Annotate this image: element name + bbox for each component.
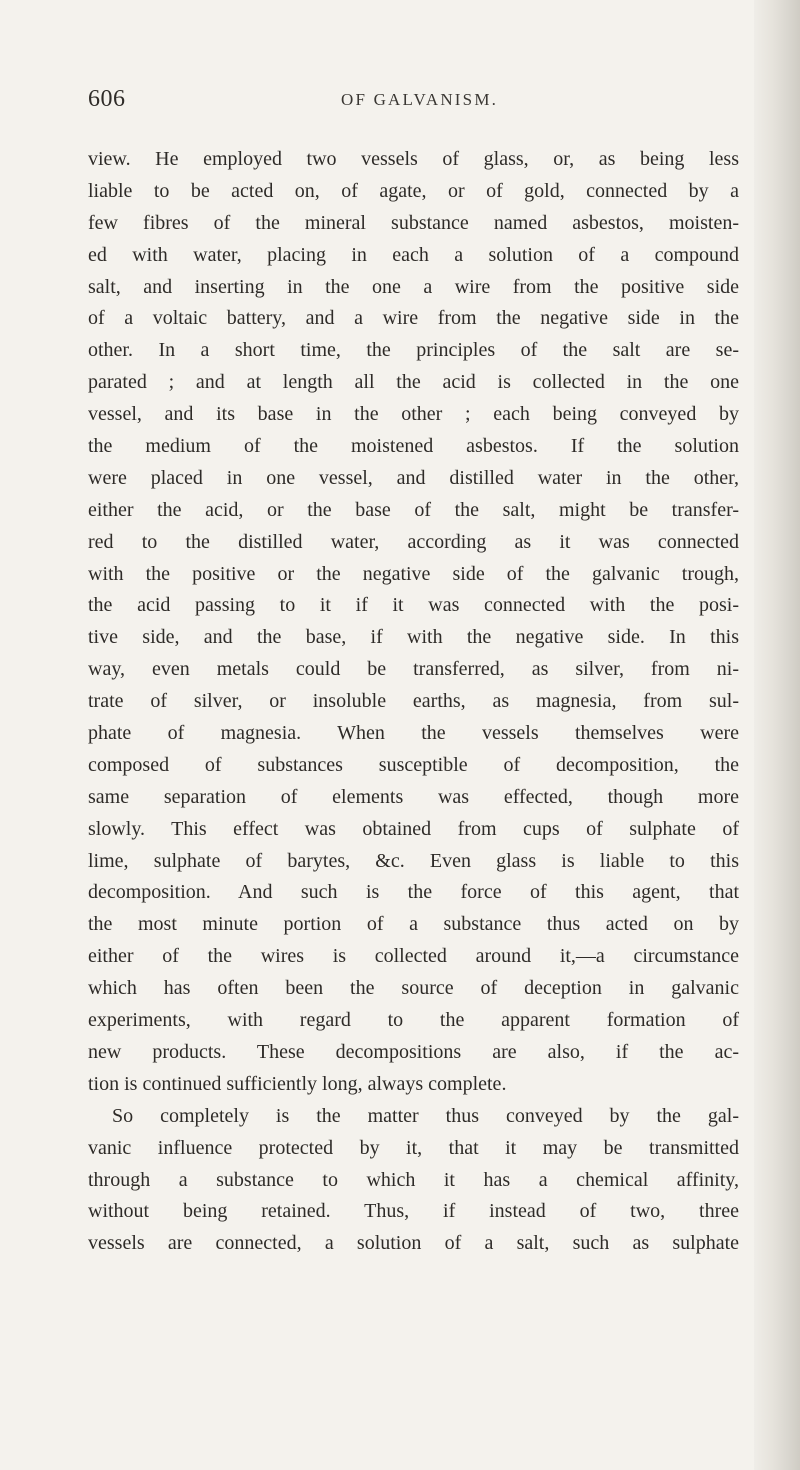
text-line: with the positive or the negative side of the galvanic trough,	[88, 562, 739, 585]
text-line: decomposition. And such is the force of this agent, that	[88, 881, 739, 904]
text-line: other. In a short time, the principles of the salt are se-	[88, 339, 739, 362]
page-edge-shadow	[754, 0, 800, 1470]
text-line: vessels are connected, a solution of a salt, such as sulphate	[88, 1232, 739, 1255]
text-line: of a voltaic battery, and a wire from the negative side in the	[88, 307, 739, 330]
text-line: trate of silver, or insoluble earths, as magnesia, from sul-	[88, 690, 739, 713]
text-line: phate of magnesia. When the vessels themselves were	[88, 722, 739, 745]
running-title: OF GALVANISM.	[341, 90, 499, 109]
text-line: view. He employed two vessels of glass, or, as being less	[88, 148, 739, 170]
page-number: 606	[88, 86, 126, 112]
text-line: liable to be acted on, of agate, or of gold, connected by a	[88, 179, 739, 202]
text-line: So completely is the matter thus conveyed by the gal-	[112, 1104, 739, 1127]
text-line: same separation of elements was effected, though more	[88, 785, 739, 808]
text-line: parated ; and at length all the acid is collected in the one	[88, 371, 739, 394]
text-line: were placed in one vessel, and distilled water in the other,	[88, 466, 739, 489]
text-line: either of the wires is collected around it,—a circumstance	[88, 945, 739, 968]
text-line: vessel, and its base in the other ; each being conveyed by	[88, 403, 739, 426]
text-line: new products. These decompositions are also, if the ac-	[88, 1040, 739, 1063]
text-line: either the acid, or the base of the salt, might be transfer-	[88, 498, 739, 521]
text-line: which has often been the source of deception in galvanic	[88, 977, 739, 1000]
text-line: red to the distilled water, according as it was connected	[88, 530, 739, 553]
running-head	[88, 86, 728, 120]
text-line: the medium of the moistened asbestos. If the solution	[88, 435, 739, 458]
text-line: few fibres of the mineral substance named asbestos, moisten-	[88, 211, 739, 234]
text-line: the most minute portion of a substance thus acted on by	[88, 913, 739, 936]
text-line: experiments, with regard to the apparent formation of	[88, 1009, 739, 1032]
text-line: the acid passing to it if it was connected with the posi-	[88, 594, 739, 617]
text-line: lime, sulphate of barytes, &c. Even glass is liable to this	[88, 849, 739, 872]
text-line: salt, and inserting in the one a wire from the positive side	[88, 275, 739, 298]
body-text	[88, 144, 739, 1260]
text-line: composed of substances susceptible of decomposition, the	[88, 753, 739, 776]
text-line: ed with water, placing in each a solution of a compound	[88, 243, 739, 266]
text-line: way, even metals could be transferred, as silver, from ni-	[88, 658, 739, 681]
text-line: through a substance to which it has a chemical affinity,	[88, 1168, 739, 1191]
text-line: vanic influence protected by it, that it may be transmitted	[88, 1136, 739, 1159]
text-line: tive side, and the base, if with the negative side. In this	[88, 626, 739, 649]
text-line: slowly. This effect was obtained from cups of sulphate of	[88, 817, 739, 840]
text-line: tion is continued sufficiently long, always complete.	[88, 1072, 507, 1095]
text-line: without being retained. Thus, if instead of two, three	[88, 1200, 739, 1223]
